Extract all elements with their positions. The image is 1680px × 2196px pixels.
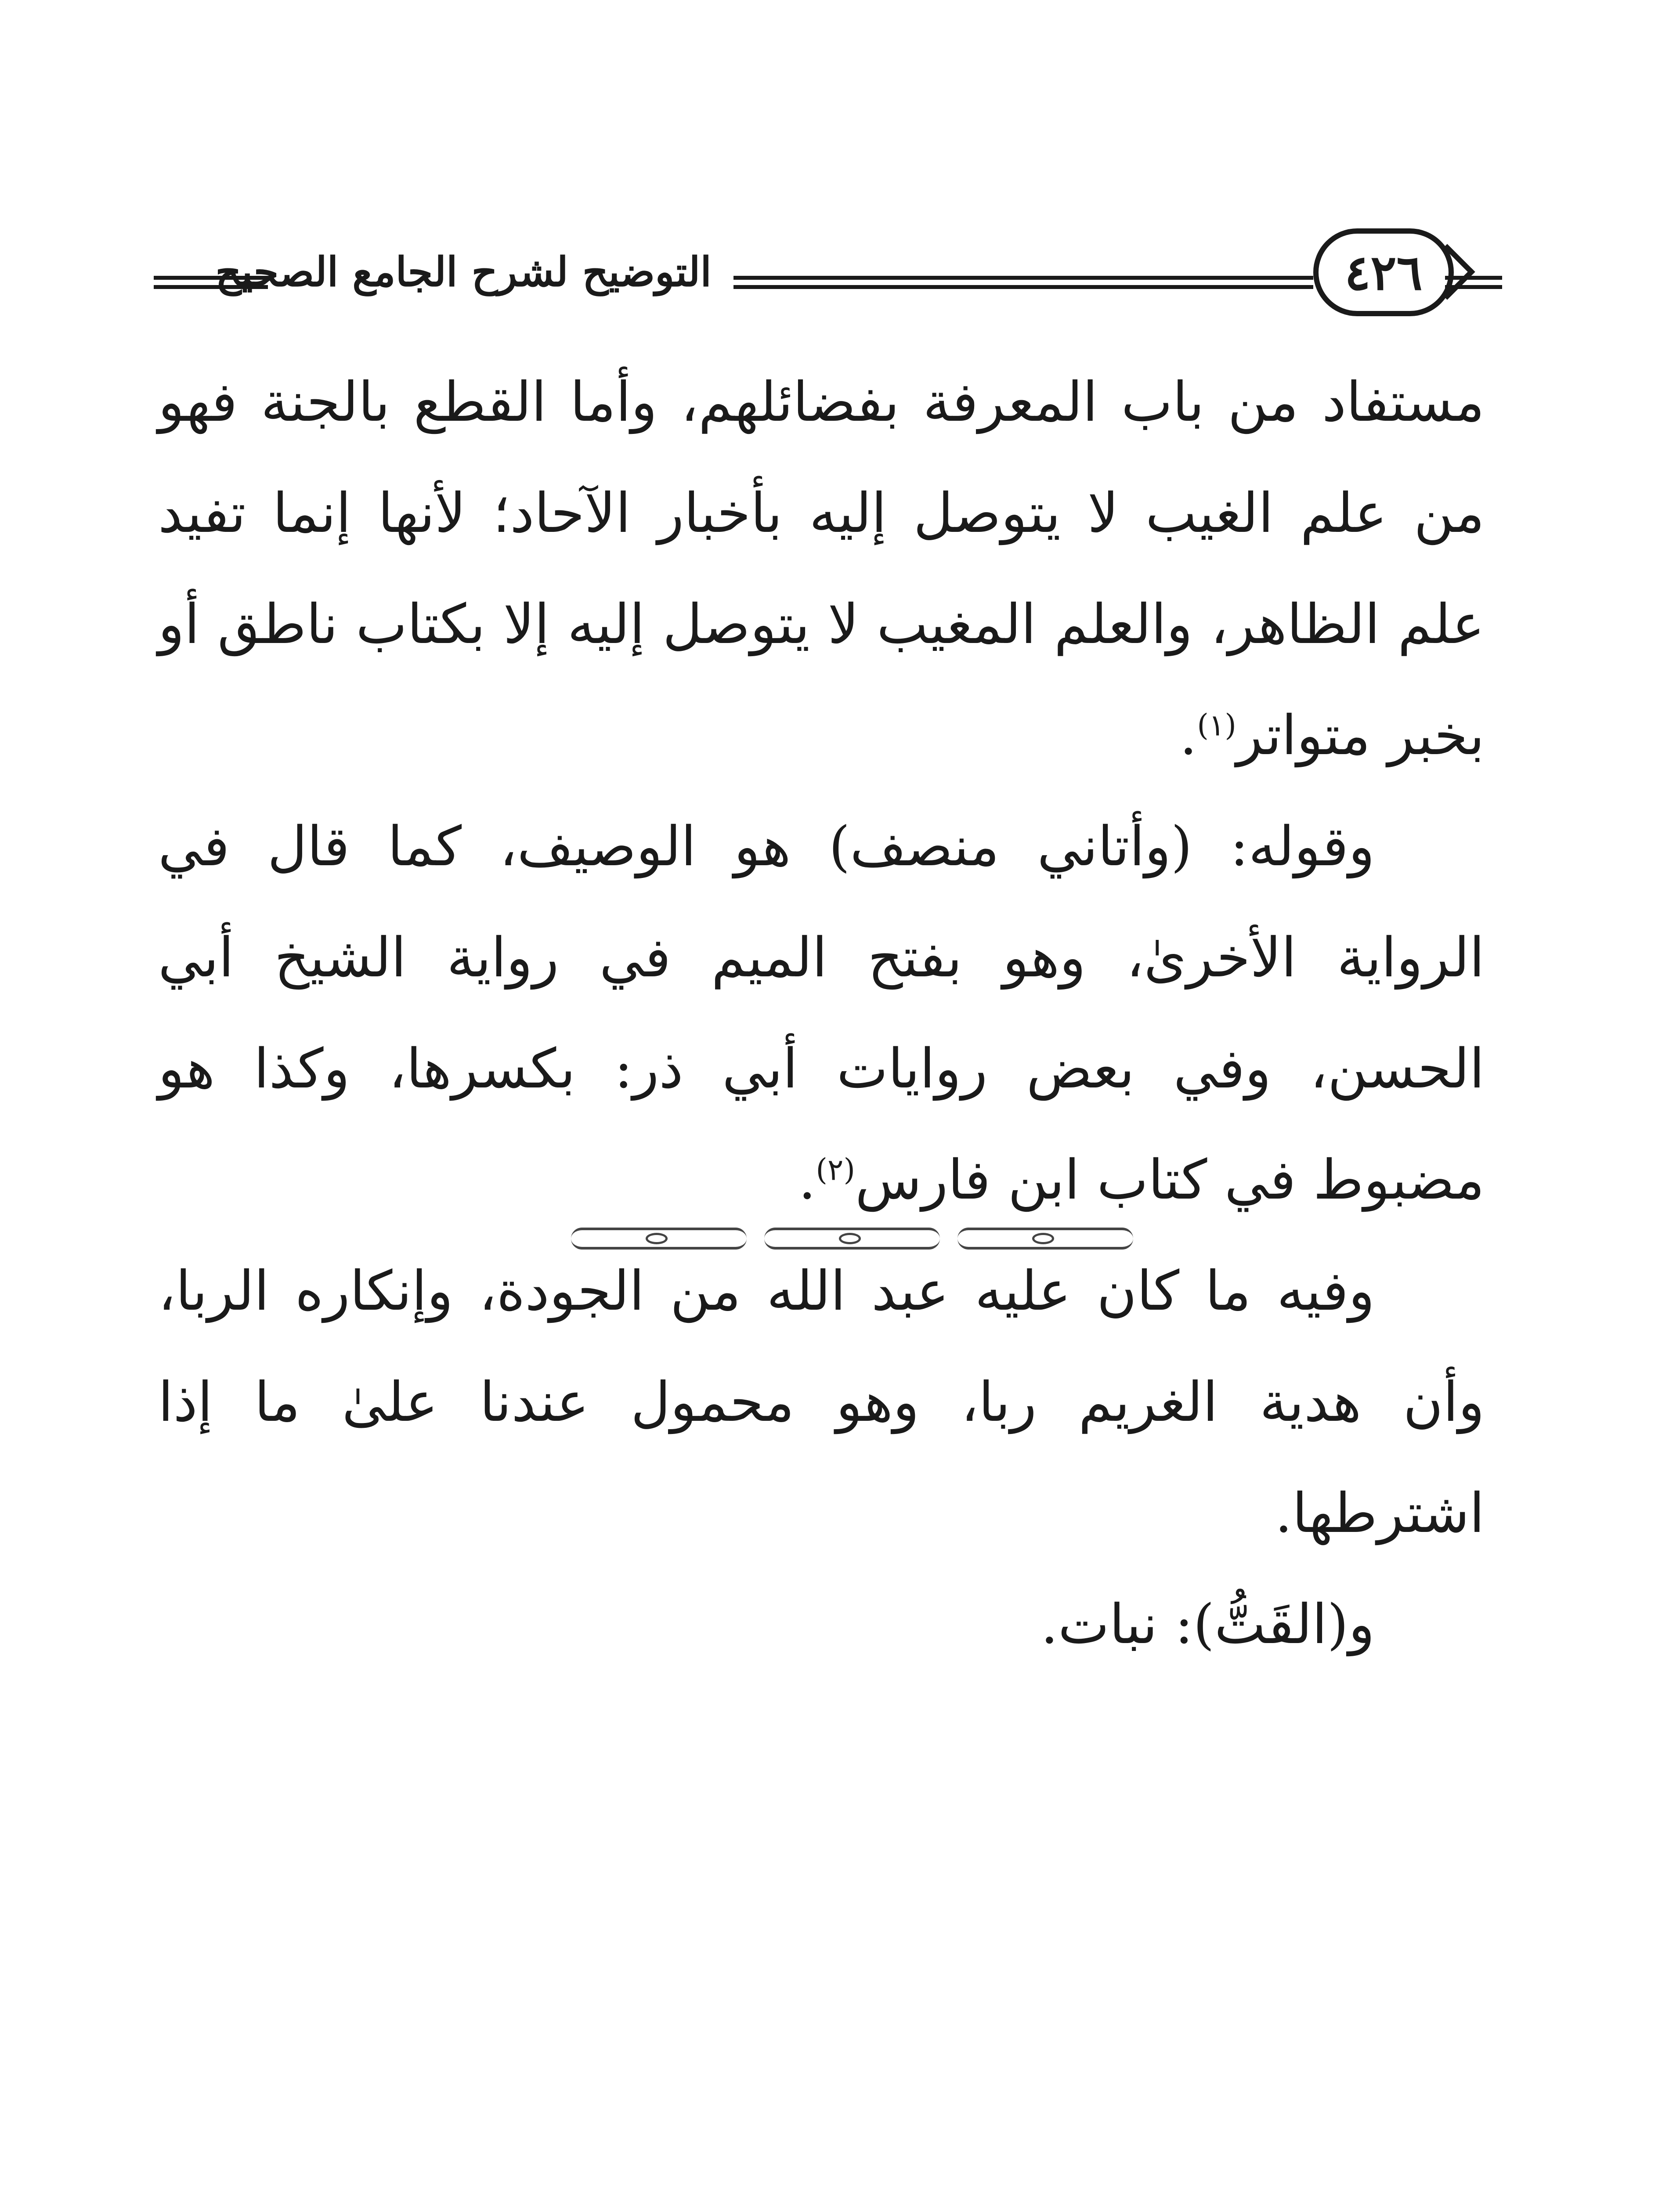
page-header <box>145 224 1498 321</box>
ornament-flourish-icon <box>571 1228 747 1250</box>
paragraph-3: وفيه ما كان عليه عبد الله من الجودة، وإنكاره الربا، وأن هدية الغريم ربا، وهو محمول عندنا علىٰ ما إذا اشترطها. <box>158 1260 1485 1545</box>
ornament-flourish-icon <box>764 1228 940 1250</box>
footnote-ref-2[interactable]: (٢) <box>816 1152 855 1188</box>
page-number: ٤٢٦ <box>1344 244 1423 301</box>
ornament-flourish-icon <box>957 1228 1133 1250</box>
section-ornament <box>571 1225 1133 1252</box>
running-title: التوضيح لشرح الجامع الصحيح <box>215 248 712 296</box>
header-rule-middle <box>733 276 1313 289</box>
header-rule-right <box>1445 276 1502 289</box>
paragraph-2: وقوله: (وأتاني منصف) هو الوصيف، كما قال في الرواية الأخرىٰ، وهو بفتح الميم في رواية الشيخ أبي الحسن، وفي بعض روايات أبي ذر: بكسرها، وكذا هو مضبوط في كتاب ابن فارس$^{(٢)}$. <box>158 815 1485 1212</box>
paragraph-4: و(القَتُّ): نبات. <box>1041 1593 1375 1656</box>
footnote-ref-1[interactable]: (١) <box>1197 708 1236 743</box>
body-text <box>158 347 1485 1680</box>
paragraph-1: مستفاد من باب المعرفة بفضائلهم، وأما القطع بالجنة فهو من علم الغيب لا يتوصل إليه بأخبار الآحاد؛ لأنها إنما تفيد علم الظاهر، والعلم المغيب لا يتوصل إليه إلا بكتاب ناطق أو بخبر متواتر$^{(١)}$. <box>158 371 1485 767</box>
page-number-badge <box>1313 228 1454 316</box>
